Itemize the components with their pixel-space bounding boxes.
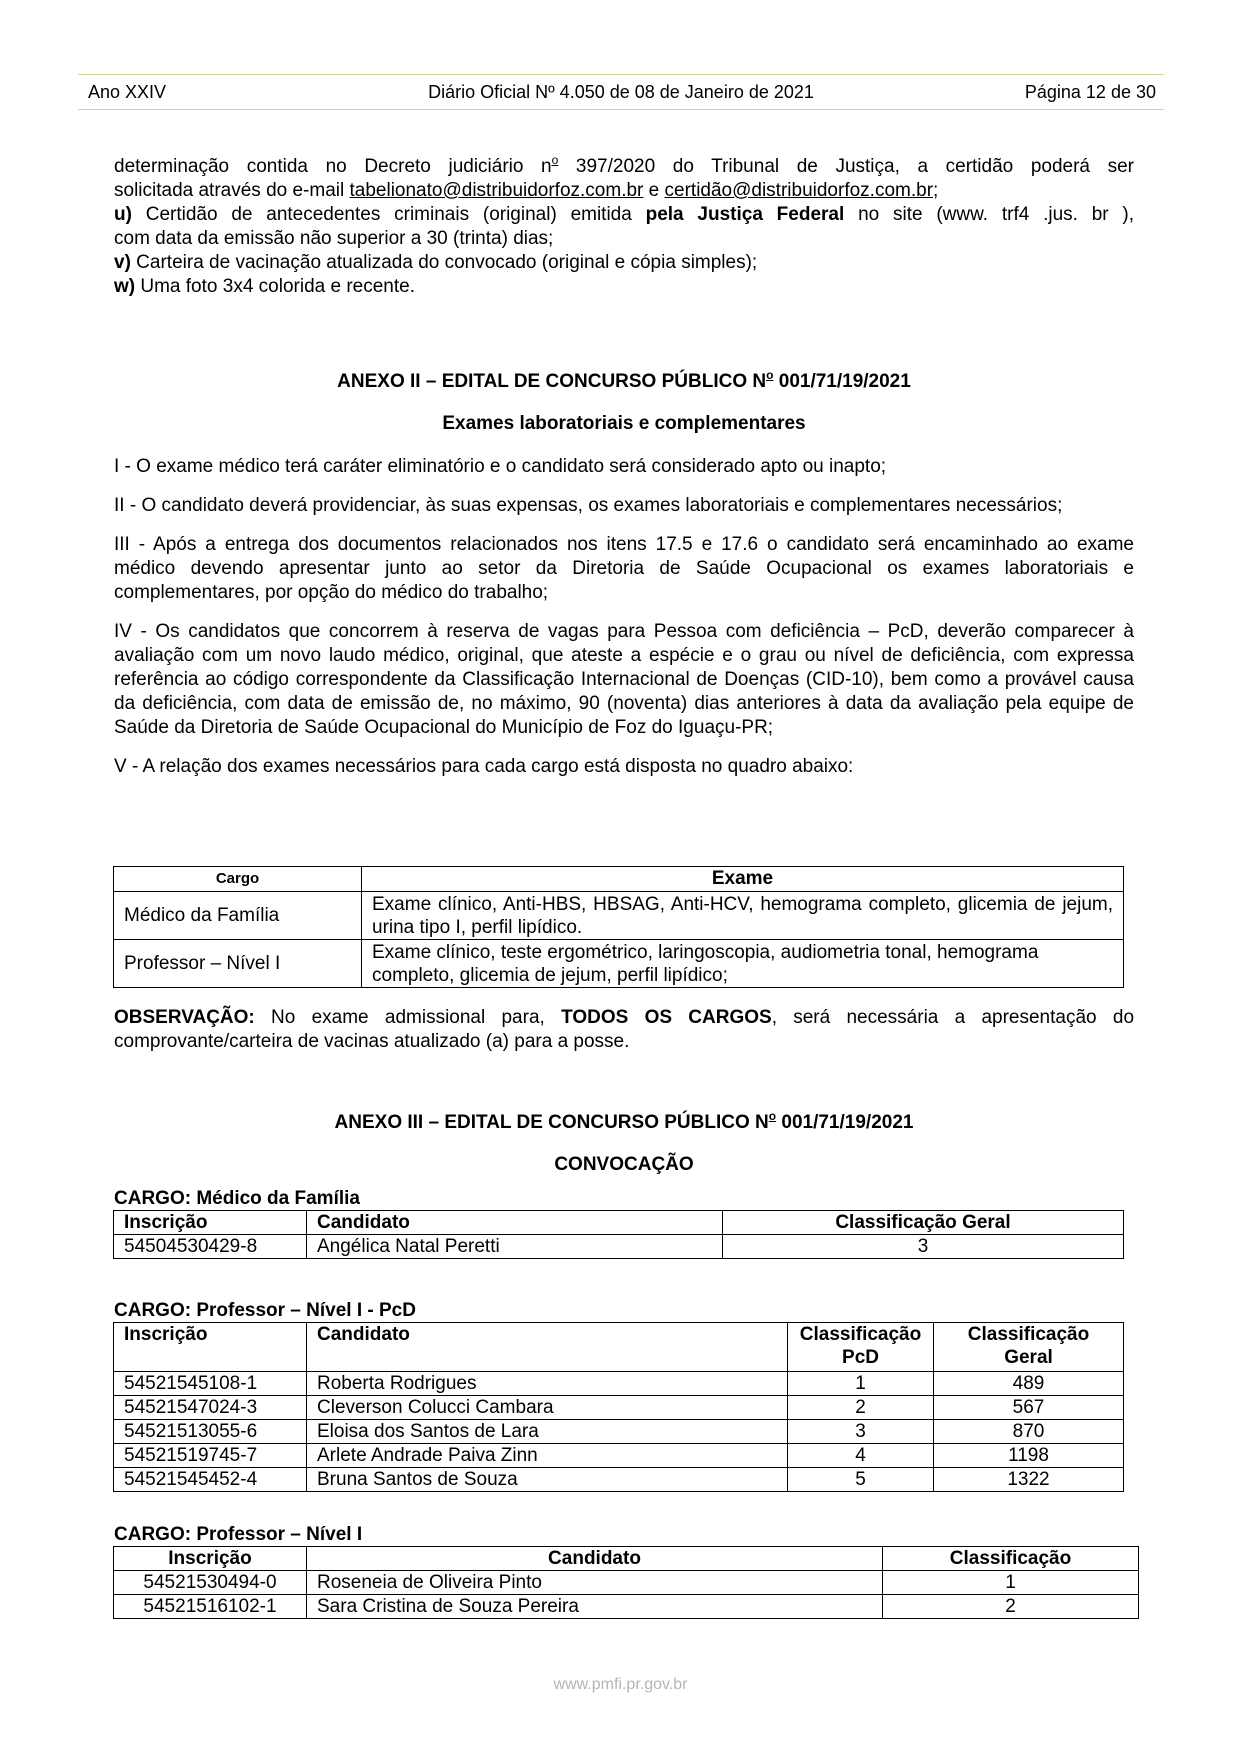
exame-cell: Exame clínico, teste ergométrico, laringoscopia, audiometria tonal, hemograma completo, glicemia de jejum, perfil lipídico;	[362, 940, 1124, 988]
email-link-certidao[interactable]: certidão@distribuidorfoz.com.br	[664, 180, 934, 201]
classificacao-pcd-cell: 2	[788, 1396, 934, 1420]
column-header-classificacao: Classificação	[883, 1547, 1139, 1571]
anexo-ii-title: ANEXO II – EDITAL DE CONCURSO PÚBLICO $N^o$ 001/71/19/2021	[337, 368, 911, 392]
candidato-cell: Roberta Rodrigues	[307, 1372, 788, 1396]
candidato-cell: Sara Cristina de Souza Pereira	[307, 1595, 883, 1619]
classificacao-pcd-cell: 4	[788, 1444, 934, 1468]
column-header-candidato: Candidato	[307, 1547, 883, 1571]
anexo-iii-title: ANEXO III – EDITAL DE CONCURSO PÚBLICO $N^o$ 001/71/19/2021	[334, 1109, 914, 1133]
column-header-classificacao-pcd: Classificação PcD	[788, 1323, 934, 1372]
column-header-candidato: Candidato	[307, 1323, 788, 1372]
paragraph-i: I - O exame médico terá caráter eliminatório e o candidato será considerado apto ou inapto;	[114, 456, 887, 477]
inscricao-cell: 54504530429-8	[114, 1235, 307, 1259]
table-medico	[113, 1210, 1124, 1259]
inscricao-cell: 54521545452-4	[114, 1468, 307, 1492]
table-header-row	[114, 1547, 1139, 1571]
table-row	[114, 1420, 1124, 1444]
table-professor-pcd	[113, 1322, 1124, 1492]
inscricao-cell: 54521530494-0	[114, 1571, 307, 1595]
observation: OBSERVAÇÃO: No exame admissional para, TODOS OS CARGOS, será necessária a apresentação do comprovante/carteira de vacinas atualizado (a) para a posse.	[114, 1007, 1135, 1052]
candidato-cell: Bruna Santos de Souza	[307, 1468, 788, 1492]
inscricao-cell: 54521516102-1	[114, 1595, 307, 1619]
table-row	[114, 1444, 1124, 1468]
candidato-cell: Arlete Andrade Paiva Zinn	[307, 1444, 788, 1468]
table-row	[114, 1468, 1124, 1492]
table-header-row	[114, 1323, 1124, 1372]
convocacao-heading: CONVOCAÇÃO	[554, 1154, 694, 1175]
exams-table	[113, 866, 1124, 988]
cargo-cell: Professor – Nível I	[114, 940, 362, 988]
intro-section	[114, 148, 1134, 299]
inscricao-cell: 54521547024-3	[114, 1396, 307, 1420]
table-row	[114, 892, 1124, 940]
paragraph-ii: II - O candidato deverá providenciar, às suas expensas, os exames laboratoriais e complementares necessários;	[114, 495, 1063, 516]
classificacao-pcd-cell: 1	[788, 1372, 934, 1396]
classificacao-geral-cell: 1198	[934, 1444, 1124, 1468]
table-header-row	[114, 1211, 1124, 1235]
anexo-ii-subtitle: Exames laboratoriais e complementares	[442, 413, 806, 434]
inscricao-cell: 54521545108-1	[114, 1372, 307, 1396]
column-header-cargo: Cargo	[114, 867, 362, 892]
column-header-candidato: Candidato	[307, 1211, 723, 1235]
candidato-cell: Cleverson Colucci Cambara	[307, 1396, 788, 1420]
table-row	[114, 1396, 1124, 1420]
exame-cell: Exame clínico, Anti-HBS, HBSAG, Anti-HCV, hemograma completo, glicemia de jejum, urina tipo I, perfil lipídico.	[362, 892, 1124, 940]
column-header-inscricao: Inscrição	[114, 1323, 307, 1372]
classificacao-pcd-cell: 5	[788, 1468, 934, 1492]
candidato-cell: Roseneia de Oliveira Pinto	[307, 1571, 883, 1595]
classificacao-geral-cell: 1322	[934, 1468, 1124, 1492]
classificacao-cell: 3	[723, 1235, 1124, 1259]
intro-line-2: solicitada através do e-mail tabelionato@distribuidorfoz.com.br e certidão@distribuidorfoz.com.br;	[114, 180, 939, 201]
paragraph-iii: III - Após a entrega dos documentos relacionados nos itens 17.5 e 17.6 o candidato será encaminhado ao exame médico devendo apresentar junto ao setor da Diretoria de Saúde Ocupacional os exames laboratoriais e complementares, por opção do médico do trabalho;	[114, 534, 1134, 603]
classificacao-geral-cell: 870	[934, 1420, 1124, 1444]
classificacao-cell: 1	[883, 1571, 1139, 1595]
table-row	[114, 1235, 1124, 1259]
classificacao-pcd-cell: 3	[788, 1420, 934, 1444]
candidato-cell: Angélica Natal Peretti	[307, 1235, 723, 1259]
paragraph-v: V - A relação dos exames necessários para cada cargo está disposta no quadro abaixo:	[114, 756, 854, 777]
column-header-exame: Exame	[362, 867, 1124, 892]
classificacao-cell: 2	[883, 1595, 1139, 1619]
cargo-cell: Médico da Família	[114, 892, 362, 940]
item-v: v) Carteira de vacinação atualizada do convocado (original e cópia simples);	[114, 252, 758, 273]
inscricao-cell: 54521513055-6	[114, 1420, 307, 1444]
cargo-label-professor-pcd: CARGO: Professor – Nível I - PcD	[114, 1300, 416, 1321]
header-page-number: Página 12 de 30	[1024, 82, 1156, 102]
email-link-tabelionato[interactable]: tabelionato@distribuidorfoz.com.br	[349, 180, 644, 201]
cargo-label-professor: CARGO: Professor – Nível I	[114, 1524, 363, 1545]
column-header-inscricao: Inscrição	[114, 1211, 307, 1235]
table-row	[114, 940, 1124, 988]
header-title: Diário Oficial Nº 4.050 de 08 de Janeiro de 2021	[428, 82, 814, 102]
exams-table-header	[114, 867, 1124, 892]
column-header-classificacao-geral: Classificação Geral	[723, 1211, 1124, 1235]
classificacao-geral-cell: 489	[934, 1372, 1124, 1396]
paragraph-iv: IV - Os candidatos que concorrem à reserva de vagas para Pessoa com deficiência – PcD, deverão comparecer à avaliação com um novo laudo médico, original, que ateste a espécie e o grau ou nível de deficiência, com expressa referência ao código correspondente da Classificação Internacional de Doenças (CID-10), bem como a provável causa da deficiência, com data de emissão de, no máximo, 90 (noventa) dias anteriores à data da avaliação pela equipe de Saúde da Diretoria de Saúde Ocupacional do Município de Foz do Iguaçu-PR;	[114, 621, 1134, 738]
classificacao-geral-cell: 567	[934, 1396, 1124, 1420]
column-header-classificacao-geral: Classificação Geral	[934, 1323, 1124, 1372]
table-row	[114, 1571, 1139, 1595]
inscricao-cell: 54521519745-7	[114, 1444, 307, 1468]
table-row	[114, 1595, 1139, 1619]
table-professor	[113, 1546, 1139, 1619]
page-header	[78, 74, 1164, 110]
column-header-inscricao: Inscrição	[114, 1547, 307, 1571]
anexo-ii-paragraphs	[114, 455, 1134, 779]
item-u-cont: com data da emissão não superior a 30 (trinta) dias;	[114, 228, 554, 249]
header-year: Ano XXIV	[88, 82, 167, 102]
cargo-label-medico: CARGO: Médico da Família	[114, 1188, 360, 1209]
item-w: w) Uma foto 3x4 colorida e recente.	[114, 276, 415, 297]
candidato-cell: Eloisa dos Santos de Lara	[307, 1420, 788, 1444]
intro-line-1: determinação contida no Decreto judiciário $n^o$ 397/2020 do Tribunal de Justiça, a certidão poderá ser	[114, 153, 1134, 177]
footer-website: www.pmfi.pr.gov.br	[553, 1676, 688, 1693]
item-u: u) Certidão de antecedentes criminais (original) emitida pela Justiça Federal no site (www. trf4 .jus. br ),	[114, 204, 1135, 225]
table-row	[114, 1372, 1124, 1396]
